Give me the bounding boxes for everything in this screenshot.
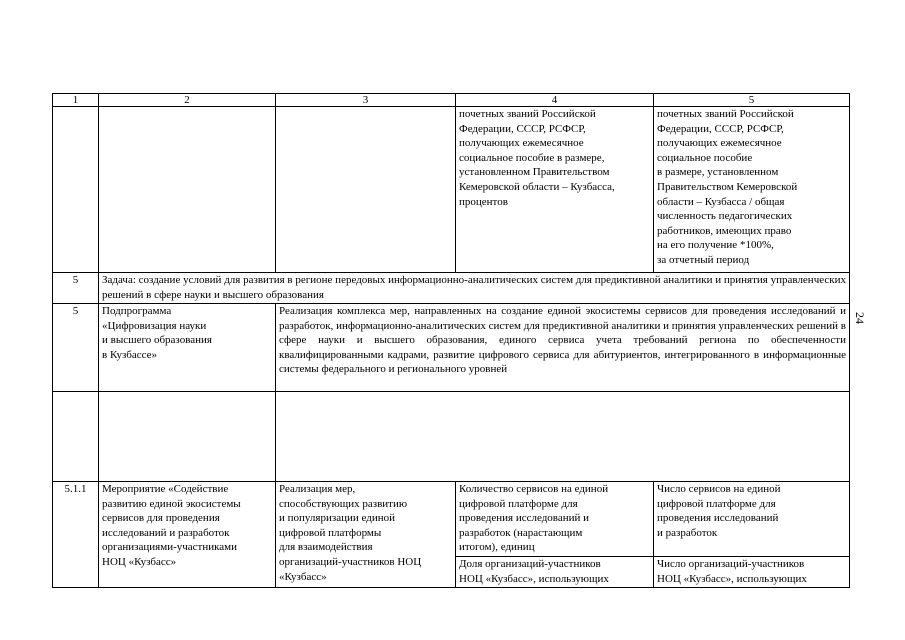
task-number: 5 — [53, 273, 99, 304]
header-cell-5: 5 — [654, 94, 850, 107]
header-cell-3: 3 — [276, 94, 456, 107]
measure-name: Мероприятие «Содействие развитию единой экосистемы сервисов для проведения исследований и разработок организациями-участниками НОЦ «Кузбасс» — [99, 482, 276, 588]
empty-cell-2 — [99, 392, 276, 482]
measure-number: 5.1.1 — [53, 482, 99, 588]
table-row-subprogram — [53, 304, 850, 392]
indicator-1-formula: Число сервисов на единой цифровой платформе для проведения исследований и разработок — [654, 482, 850, 557]
subprogram-description: Реализация комплекса мер, направленных на создание единой экосистемы сервисов для проведения исследований и разработок, информационно-аналитических систем для предиктивной аналитики и принятия управленческих решений в сфере науки и высшего образования, единого сервиса учета требований региона по обеспеченности квалифицированными кадрами, развитие цифрового сервиса для абитуриентов, интегрированного в информационные системы федерального и регионального уровней — [276, 304, 850, 392]
empty-cell-1 — [53, 392, 99, 482]
program-table — [52, 93, 850, 588]
cont-cell-1 — [53, 107, 99, 273]
table-row-continuation — [53, 107, 850, 273]
indicator-2-formula: Число организаций-участников НОЦ «Кузбасс», использующих — [654, 557, 850, 588]
header-cell-2: 2 — [99, 94, 276, 107]
indicator-2-name: Доля организаций-участников НОЦ «Кузбасс», использующих — [456, 557, 654, 588]
cont-cell-2 — [99, 107, 276, 273]
cont-indicator-name: почетных званий Российской Федерации, СССР, РСФСР, получающих ежемесячное социальное пособие в размере, установленном Правительством Кемеровской области – Кузбасса, процентов — [456, 107, 654, 273]
cont-cell-3 — [276, 107, 456, 273]
indicator-1-name: Количество сервисов на единой цифровой платформе для проведения исследований и разработок (нарастающим итогом), единиц — [456, 482, 654, 557]
measure-goal: Реализация мер, способствующих развитию и популяризации единой цифровой платформы для взаимодействия организаций-участников НОЦ «Кузбасс» — [276, 482, 456, 588]
subprogram-number: 5 — [53, 304, 99, 392]
table-row-empty — [53, 392, 850, 482]
empty-cell-wide — [276, 392, 850, 482]
header-row — [53, 94, 850, 107]
header-cell-4: 4 — [456, 94, 654, 107]
table-row-task — [53, 273, 850, 304]
task-text: Задача: создание условий для развития в регионе передовых информационно-аналитических систем для предиктивной аналитики и принятия управленческих решений в сфере науки и высшего образования — [99, 273, 850, 304]
cont-indicator-formula: почетных званий Российской Федерации, СССР, РСФСР, получающих ежемесячное социальное пособие в размере, установленном Правительством Кемеровской области – Кузбасса / общая численность педагогических работников, имеющих право на его получение *100%, за отчетный период — [654, 107, 850, 273]
table-row-measure — [53, 482, 850, 557]
header-cell-1: 1 — [53, 94, 99, 107]
page-number: 24 — [853, 312, 867, 324]
subprogram-name: Подпрограмма «Цифровизация науки и высшего образования в Кузбассе» — [99, 304, 276, 392]
